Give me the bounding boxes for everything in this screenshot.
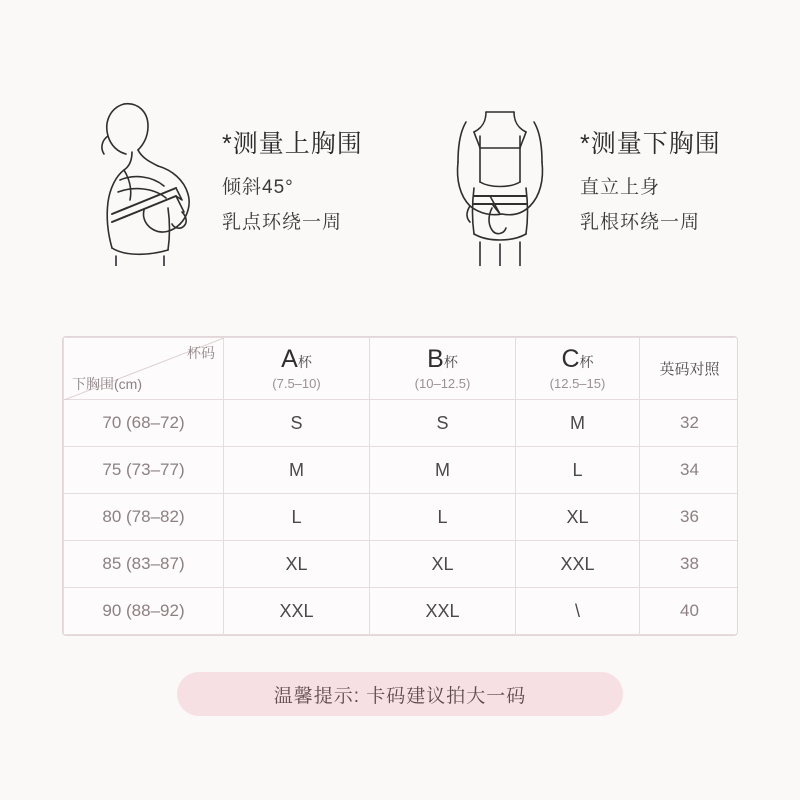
upper-bust-sub1: 倾斜45° bbox=[222, 177, 294, 198]
measure-block-under-bust bbox=[430, 96, 721, 266]
upper-bust-texts bbox=[222, 96, 363, 234]
under-bust-title: *测量下胸围 bbox=[580, 130, 721, 158]
table-row bbox=[64, 494, 739, 541]
size-table bbox=[63, 337, 738, 635]
table-row bbox=[64, 541, 739, 588]
row-2-eng: 36 bbox=[640, 494, 739, 541]
size-table-container bbox=[62, 336, 738, 636]
row-3-cup-b: XL bbox=[370, 541, 516, 588]
cup-b-range: (10–12.5) bbox=[414, 375, 471, 391]
row-bust-4: 90 (88–92) bbox=[64, 588, 224, 635]
table-row bbox=[64, 400, 739, 447]
row-2-cup-a: L bbox=[224, 494, 370, 541]
row-3-cup-a: XL bbox=[224, 541, 370, 588]
row-4-cup-c: \ bbox=[516, 588, 640, 635]
cup-b-unit: 杯 bbox=[443, 353, 458, 370]
cup-a-unit: 杯 bbox=[297, 353, 312, 370]
row-3-eng: 38 bbox=[640, 541, 739, 588]
row-0-cup-b: S bbox=[370, 400, 516, 447]
cup-a-range: (7.5–10) bbox=[272, 375, 321, 391]
row-bust-1: 75 (73–77) bbox=[64, 447, 224, 494]
under-bust-sub1: 直立上身 bbox=[580, 177, 661, 198]
corner-bust-label: 下胸围(cm) bbox=[72, 376, 142, 392]
row-bust-3: 85 (83–87) bbox=[64, 541, 224, 588]
cup-c-name: C bbox=[561, 344, 580, 373]
row-0-cup-a: S bbox=[224, 400, 370, 447]
upper-bust-title: *测量上胸围 bbox=[222, 130, 363, 158]
table-row bbox=[64, 447, 739, 494]
table-row bbox=[64, 588, 739, 635]
header-eng-size: 英码对照 bbox=[640, 338, 739, 400]
row-1-cup-c: L bbox=[516, 447, 640, 494]
row-2-cup-b: L bbox=[370, 494, 516, 541]
row-3-cup-c: XXL bbox=[516, 541, 640, 588]
row-2-cup-c: XL bbox=[516, 494, 640, 541]
row-bust-0: 70 (68–72) bbox=[64, 400, 224, 447]
header-cup-a bbox=[224, 338, 370, 400]
row-4-eng: 40 bbox=[640, 588, 739, 635]
cup-b-name: B bbox=[427, 344, 444, 373]
row-1-cup-a: M bbox=[224, 447, 370, 494]
header-cup-c bbox=[516, 338, 640, 400]
row-1-eng: 34 bbox=[640, 447, 739, 494]
row-bust-2: 80 (78–82) bbox=[64, 494, 224, 541]
measure-block-upper-bust bbox=[72, 96, 363, 266]
table-corner-cell bbox=[64, 338, 224, 400]
row-0-eng: 32 bbox=[640, 400, 739, 447]
tip-banner bbox=[177, 672, 623, 716]
cup-a-name: A bbox=[281, 344, 298, 373]
header-cup-b bbox=[370, 338, 516, 400]
row-1-cup-b: M bbox=[370, 447, 516, 494]
corner-cup-label: 杯码 bbox=[187, 345, 215, 361]
under-bust-sub2: 乳根环绕一周 bbox=[580, 212, 701, 233]
woman-torso-upper-bust-measure-icon bbox=[72, 96, 212, 266]
row-4-cup-a: XXL bbox=[224, 588, 370, 635]
upper-bust-sub2: 乳点环绕一周 bbox=[222, 212, 343, 233]
row-4-cup-b: XXL bbox=[370, 588, 516, 635]
cup-c-unit: 杯 bbox=[579, 353, 594, 370]
tip-text: 温馨提示: 卡码建议拍大一码 bbox=[273, 685, 527, 707]
woman-torso-under-bust-measure-icon bbox=[430, 96, 570, 266]
cup-c-range: (12.5–15) bbox=[549, 375, 606, 391]
under-bust-texts bbox=[580, 96, 721, 234]
table-header-row bbox=[64, 338, 739, 400]
row-0-cup-c: M bbox=[516, 400, 640, 447]
measure-instructions bbox=[0, 88, 800, 288]
